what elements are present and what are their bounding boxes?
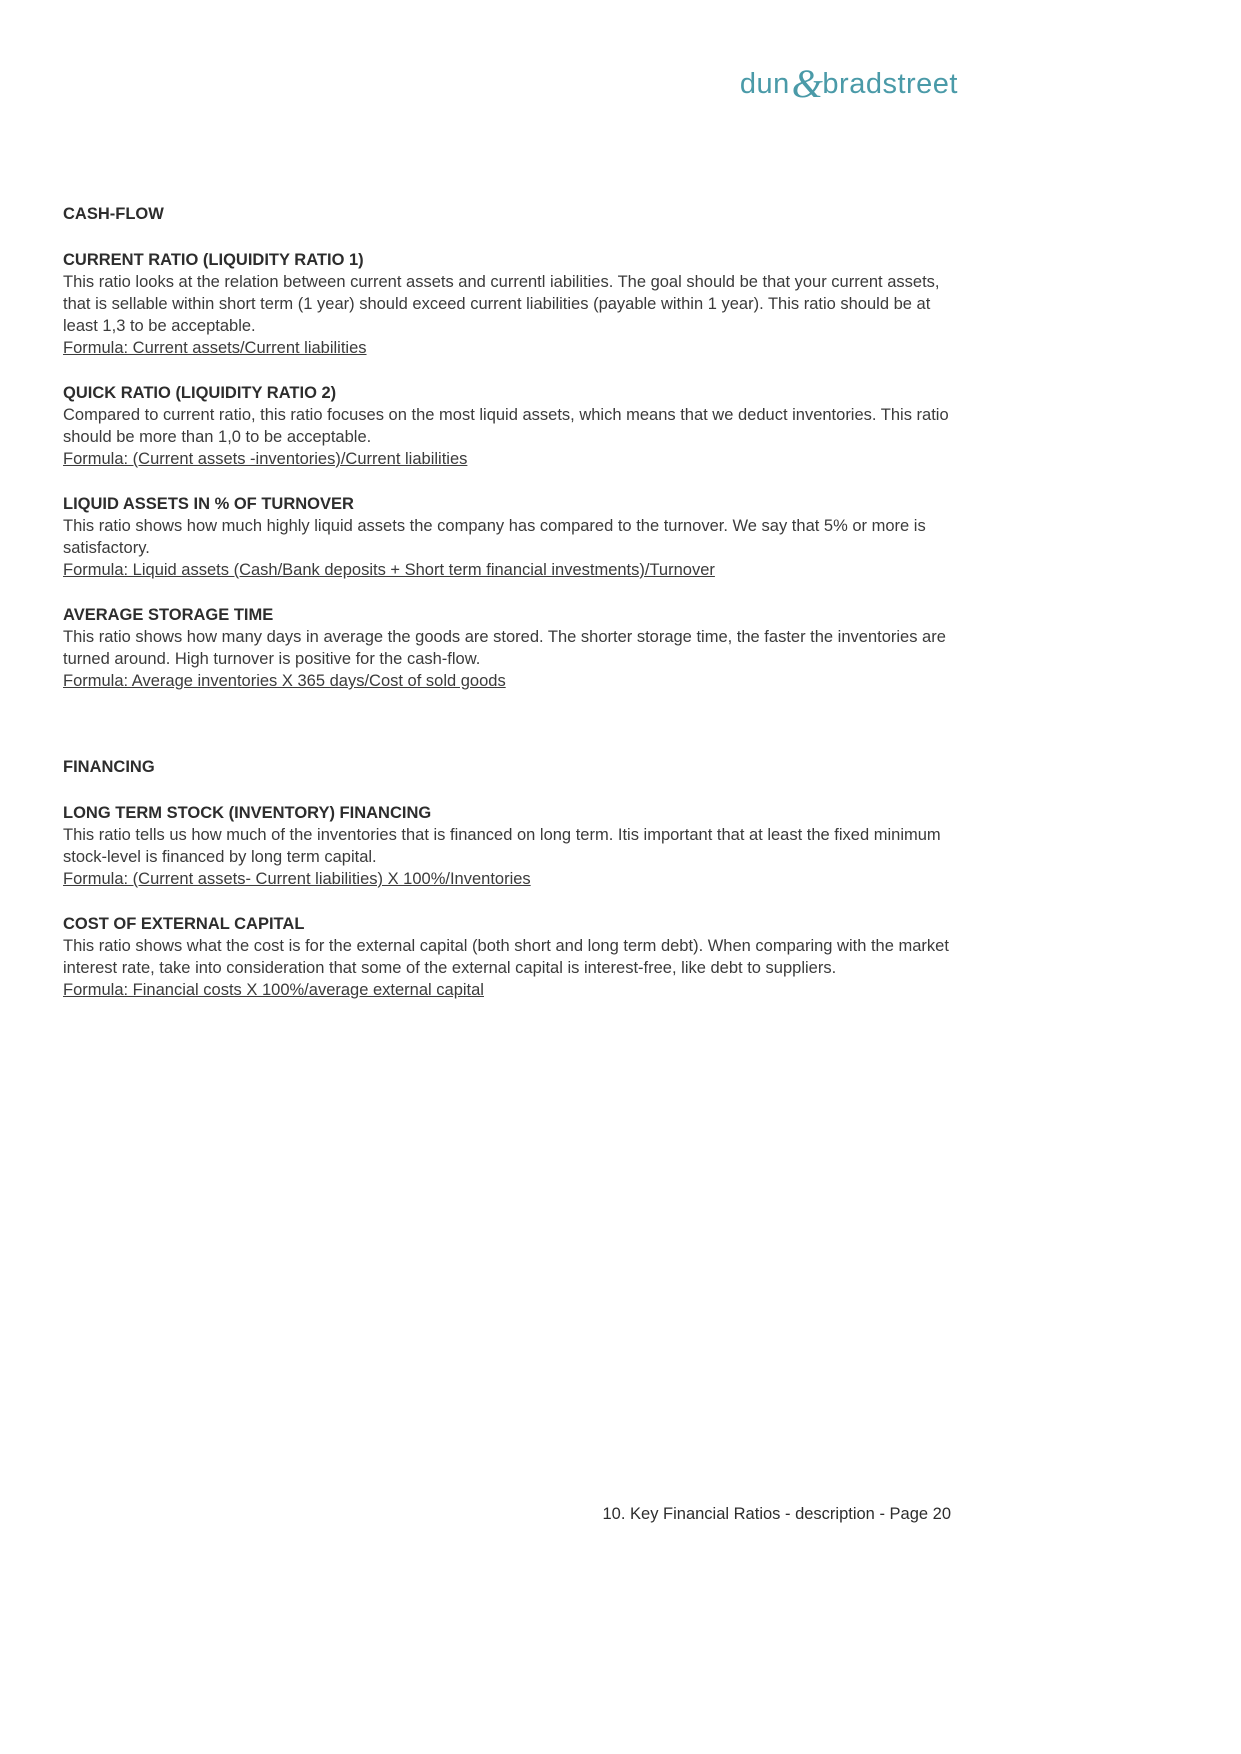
section-cash-flow bbox=[63, 203, 951, 692]
ratio-title: COST OF EXTERNAL CAPITAL bbox=[63, 915, 305, 933]
ratio-title: LIQUID ASSETS IN % OF TURNOVER bbox=[63, 495, 354, 513]
ratio-title: LONG TERM STOCK (INVENTORY) FINANCING bbox=[63, 804, 432, 822]
ratio-item bbox=[63, 802, 951, 890]
ratio-item bbox=[63, 604, 951, 692]
ratio-formula: Formula: Current assets/Current liabilities bbox=[63, 339, 367, 357]
ratio-formula: Formula: Liquid assets (Cash/Bank deposits + Short term financial investments)/Turnover bbox=[63, 561, 715, 579]
page-footer: 10. Key Financial Ratios - description - Page 20 bbox=[602, 1505, 951, 1523]
ratio-item bbox=[63, 382, 951, 470]
dun-bradstreet-logo bbox=[728, 61, 958, 106]
page-content bbox=[63, 203, 951, 1024]
ratio-formula: Formula: Financial costs X 100%/average external capital bbox=[63, 981, 484, 999]
ratio-formula: Formula: (Current assets- Current liabilities) X 100%/Inventories bbox=[63, 870, 531, 888]
ratio-item bbox=[63, 249, 951, 359]
section-heading: FINANCING bbox=[63, 758, 155, 776]
ratio-description: This ratio tells us how much of the inventories that is financed on long term. Itis important that at least the fixed minimum stock-level is financed by long term capital. bbox=[63, 826, 941, 866]
ratio-description: This ratio shows how many days in average the goods are stored. The shorter storage time, the faster the inventories are turned around. High turnover is positive for the cash-flow. bbox=[63, 628, 946, 668]
ratio-description: This ratio looks at the relation between current assets and currentl iabilities. The goal should be that your current assets, that is sellable within short term (1 year) should exceed current liabilities (payable within 1 year). This ratio should be at least 1,3 to be acceptable. bbox=[63, 273, 940, 335]
ratio-item bbox=[63, 913, 951, 1001]
logo-word-bradstreet: bradstreet bbox=[822, 68, 958, 100]
ratio-description: This ratio shows what the cost is for the external capital (both short and long term debt). When comparing with the market interest rate, take into consideration that some of the external capital is interest-free, like debt to suppliers. bbox=[63, 937, 949, 977]
section-financing bbox=[63, 756, 951, 1001]
ratio-description: Compared to current ratio, this ratio focuses on the most liquid assets, which means that we deduct inventories. This ratio should be more than 1,0 to be acceptable. bbox=[63, 406, 949, 446]
ratio-description: This ratio shows how much highly liquid assets the company has compared to the turnover. We say that 5% or more is satisfactory. bbox=[63, 517, 926, 557]
ratio-item bbox=[63, 493, 951, 581]
logo-ampersand-icon: & bbox=[791, 61, 824, 106]
logo-word-dun: dun bbox=[739, 68, 790, 100]
ratio-title: CURRENT RATIO (LIQUIDITY RATIO 1) bbox=[63, 251, 364, 269]
ratio-formula: Formula: Average inventories X 365 days/Cost of sold goods bbox=[63, 672, 506, 690]
ratio-title: QUICK RATIO (LIQUIDITY RATIO 2) bbox=[63, 384, 337, 402]
ratio-title: AVERAGE STORAGE TIME bbox=[63, 606, 274, 624]
section-heading: CASH-FLOW bbox=[63, 205, 164, 223]
ratio-formula: Formula: (Current assets -inventories)/Current liabilities bbox=[63, 450, 468, 468]
